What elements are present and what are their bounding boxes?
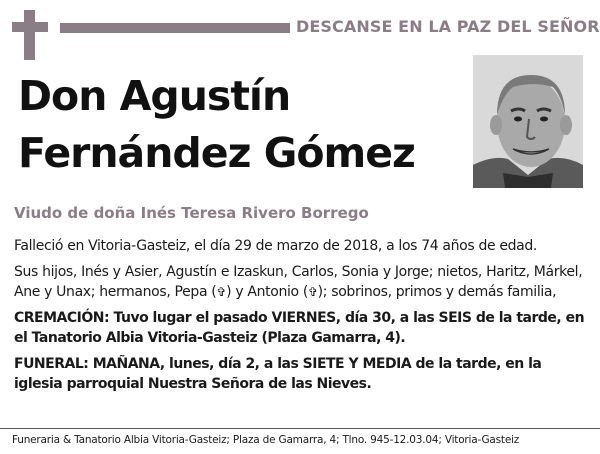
header-rule	[60, 23, 290, 33]
death-notice: Falleció en Vitoria-Gasteiz, el día 29 de marzo de 2018, a los 74 años de edad.	[14, 238, 538, 254]
latin-cross-icon	[12, 10, 48, 60]
name-line-1: Don Agustín	[18, 72, 291, 120]
name-line-2: Fernández Gómez	[18, 129, 415, 177]
cross-icon: ✞	[216, 285, 227, 299]
footer-divider	[0, 428, 600, 429]
widow-subtitle: Viudo de doña Inés Teresa Rivero Borrego	[14, 204, 369, 222]
obituary-body	[14, 236, 588, 400]
deceased-name	[18, 68, 458, 182]
cremation-notice: CREMACIÓN: Tuvo lugar el pasado VIERNES, día 30, a las SEIS de la tarde, en el Tanatorio Albia Vitoria-Gasteiz (Plaza Gamarra, 4).	[14, 310, 585, 346]
funeral-notice: FUNERAL: MAÑANA, lunes, día 2, a las SIETE Y MEDIA de la tarde, en la iglesia parroquial Nuestra Señora de las Nieves.	[14, 356, 542, 392]
cross-icon: ✞	[307, 285, 318, 299]
portrait-photo	[473, 55, 583, 188]
header-title: DESCANSE EN LA PAZ DEL SEÑOR	[296, 17, 600, 36]
family-list: Sus hijos, Inés y Asier, Agustín e Izaskun, Carlos, Sonia y Jorge; nietos, Haritz, Márkel, Ane y Unax; hermanos, Pepa (✞) y Antonio (✞); sobrinos, primos y demás familia,	[14, 264, 583, 300]
funeral-home-footer: Funeraria & Tanatorio Albia Vitoria-Gasteiz; Plaza de Gamarra, 4; Tlno. 945-12.03.04; Vitoria-Gasteiz	[12, 434, 520, 446]
